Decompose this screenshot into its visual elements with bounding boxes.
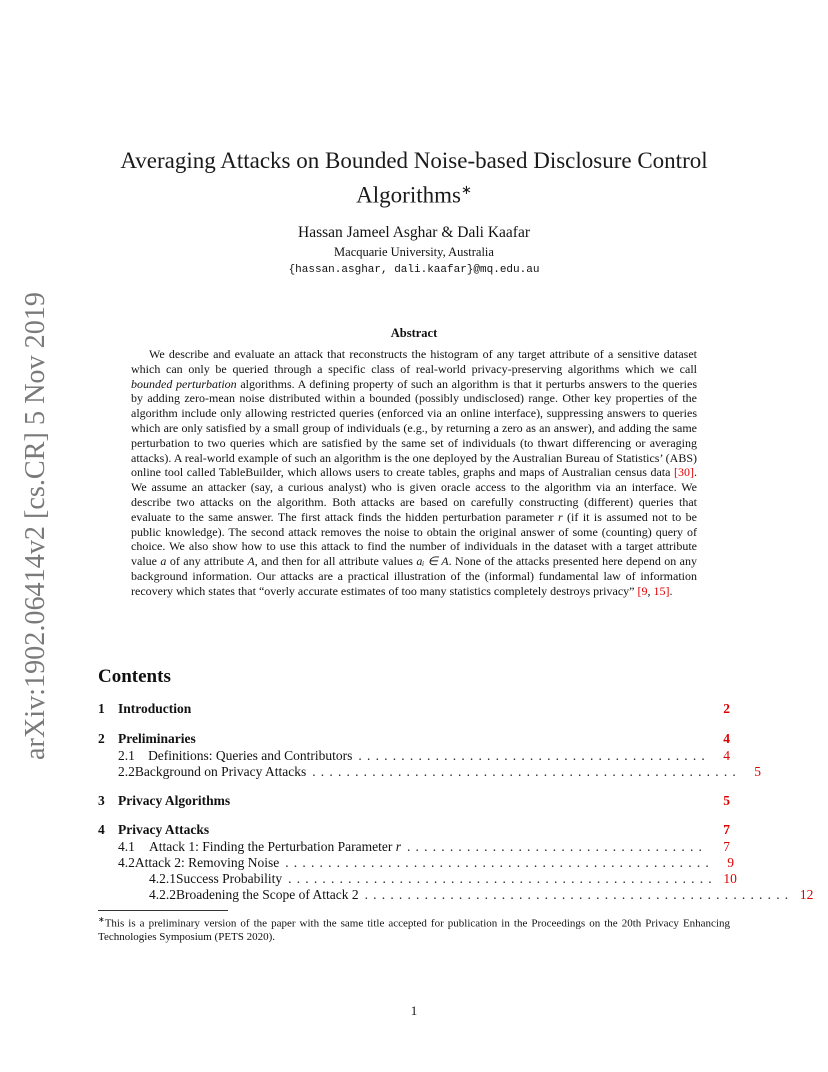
citation-link[interactable]: [30]	[674, 465, 694, 480]
affiliation: Macquarie University, Australia	[334, 245, 494, 259]
paper-title	[100, 146, 728, 210]
toc-page-link: 10	[723, 871, 737, 886]
title-footnote-mark: ∗	[460, 182, 472, 197]
toc-page-link: 12	[799, 887, 814, 902]
toc-page-link: 7	[723, 839, 730, 854]
abstract-heading: Abstract	[390, 326, 438, 340]
toc-entry[interactable]: 2.2 Background on Privacy Attacks .................................................. 5	[118, 764, 761, 779]
toc-entry[interactable]: 4 Privacy Attacks 7	[98, 822, 730, 837]
footnote-rule	[98, 910, 228, 911]
authors: Hassan Jameel Asghar & Dali Kaafar	[298, 224, 530, 241]
footnote-mark: ∗	[98, 915, 105, 924]
footnote	[98, 913, 730, 945]
citation-link[interactable]: 15]	[653, 583, 670, 598]
toc-page-link: 5	[723, 793, 730, 808]
toc-page-link: 9	[727, 855, 734, 870]
title-line-2: Algorithms	[356, 182, 461, 208]
arxiv-id-text: arXiv:1902.06414v2 [cs.CR] 5 Nov 2019	[20, 294, 51, 760]
emphasis-bounded-perturbation: bounded perturbation	[131, 376, 237, 391]
contents-heading: Contents	[98, 666, 171, 687]
toc-entry[interactable]: 3 Privacy Algorithms 5	[98, 793, 730, 808]
footnote-text: This is a preliminary version of the paper with the same title accepted for publication in the Proceedings on the 20th Privacy Enhancing Technologies Symposium (PETS 2020).	[98, 917, 730, 944]
toc-page-link: 7	[723, 822, 730, 837]
title-line-1: Averaging Attacks on Bounded Noise-based Disclosure Control	[120, 148, 708, 173]
citation-link[interactable]: [9	[637, 583, 648, 598]
page-number: 1	[410, 1003, 418, 1018]
toc-page-link: 5	[754, 764, 761, 779]
toc-entry[interactable]: 4.1 Attack 1: Finding the Perturbation Parameter r ................................... 7	[118, 839, 730, 854]
toc-entry[interactable]: 1 Introduction 2	[98, 701, 730, 716]
toc-entry[interactable]: 4.2.2 Broadening the Scope of Attack 2 .................................................. 12	[149, 887, 814, 902]
abstract-body: We describe and evaluate an attack that reconstructs the histogram of any target attribute of a sensitive dataset which can only be queried through a specific class of real-world privacy-preserving algorithms which we call bounded perturbation algorithms. A defining property of such an algorithm is that it perturbs answers to the queries by adding zero-mean noise distributed within a bounded (possibly undisclosed) range. Other key properties of the algorithm include only allowing restricted queries (enforced via an online interface), suppressing answers to queries which are only satisfied by a small group of individuals (e.g., by returning a zero as an answer), and adding the same perturbation to two queries which are satisfied by the same set of individuals (to thwart differencing or averaging attacks). A real-world example of such an algorithm is the one deployed by the Australian Bureau of Statistics’ (ABS) online tool called TableBuilder, which allows users to create tables, graphs and maps of Australian census data [30]. We assume an attacker (say, a curious analyst) who is given oracle access to the algorithm via an interface. We describe two attacks on the algorithm. Both attacks are based on carefully constructing (different) queries that evaluate to the same answer. The first attack finds the hidden perturbation parameter r (if it is assumed not to be public knowledge). The second attack removes the noise to obtain the original answer of some (counting) query of choice. We also show how to use this attack to find the number of individuals in the dataset with a target attribute value a of any attribute A, and then for all attribute values aᵢ ∈ A. None of the attacks presented here depend on any background information. Our attacks are a practical illustration of the (informal) fundamental law of information recovery which states that “overly accurate estimates of too many statistics completely destroys privacy” [9, 15].	[131, 347, 697, 598]
arxiv-identifier-stamp	[20, 290, 50, 760]
toc-entry[interactable]: 4.2.1 Success Probability .................................................. 10	[149, 871, 737, 886]
toc-entry[interactable]: 2.1 Definitions: Queries and Contributors ......................................... 4	[118, 748, 730, 763]
toc-entry[interactable]: 2 Preliminaries 4	[98, 731, 730, 746]
author-emails: {hassan.asghar, dali.kaafar}@mq.edu.au	[288, 264, 540, 276]
toc-page-link: 4	[723, 731, 730, 746]
toc-page-link: 4	[723, 748, 730, 763]
toc-entry[interactable]: 4.2 Attack 2: Removing Noise .................................................. 9	[118, 855, 734, 870]
toc-page-link: 2	[723, 701, 730, 716]
